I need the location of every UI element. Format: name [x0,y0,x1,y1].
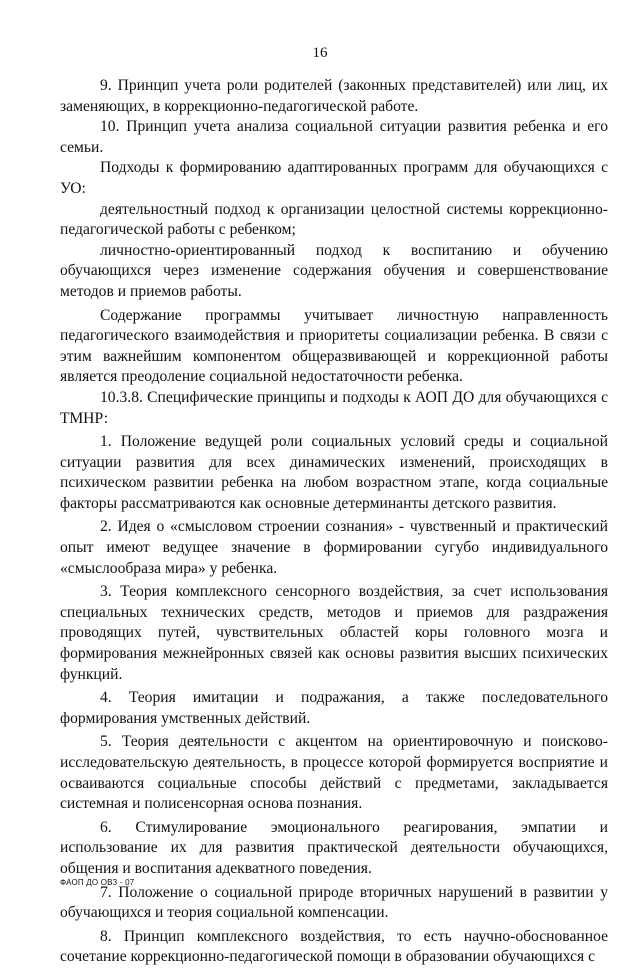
page-number: 16 [312,45,328,61]
page-footer: ФАОП ДО ОВЗ - 07 [60,878,135,887]
paragraph-item-2: 2. Идея о «смысловом строении сознания» - чувственный и практический опыт имеют ведущее значение в формировании сугубо индивидуального «смыслообраза мира» у ребенка. [60,518,608,577]
paragraph-section-10-3-8: 10.3.8. Специфические принципы и подходы к АОП ДО для обучающихся с ТМНР: [60,388,608,427]
paragraph-item-1: 1. Положение ведущей роли социальных условий среды и социальной ситуации развития для всех динамических изменений, происходящих в психическом развитии ребенка на любом возрастном этапе, когда социальные факторы рассматриваются как основные детерминанты детского развития. [60,433,608,512]
paragraph-principle-10: 10. Принцип учета анализа социальной ситуации развития ребенка и его семьи. [60,118,608,156]
paragraph-item-3: 3. Теория комплексного сенсорного воздействия, за счет использования специальных технических средств, методов и приемов для раздражения проводящих путей, чувствительных областей коры головного мозга и формирования межнейронных связей как основы развития высших психических функций. [60,583,608,683]
paragraph-item-8: 8. Принцип комплексного воздействия, то есть научно-обоснованное сочетание коррекционно-педагогической помощи в образовании обучающихся с [60,927,608,966]
document-body [60,76,608,968]
paragraph-item-7: 7. Положение о социальной природе вторичных нарушений в развитии у обучающихся и теория социальной компенсации. [60,883,608,922]
paragraph-item-6: 6. Стимулирование эмоционального реагирования, эмпатии и использование их для развития практической деятельности обучающихся, общения и воспитания адекватного поведения. [60,818,608,877]
paragraph-activity-approach: деятельностный подход к организации целостной системы коррекционно-педагогической работы с ребенком; [60,200,608,239]
paragraph-item-5: 5. Теория деятельности с акцентом на ориентировочную и поисково-исследовательскую деятельность, в процессе которой формируется восприятие и осваиваются социальные способы действий с предметами, закладывается системная и полисенсорная основа познания. [60,733,608,813]
paragraph-program-content: Содержание программы учитывает личностную направленность педагогического взаимодействия и приоритеты социализации ребенка. В связи с этим важнейшим компонентом общеразвивающей и коррекционной работы является преодоление социальной недостаточности ребенка. [60,306,608,386]
paragraph-item-4: 4. Теория имитации и подражания, а также последовательного формирования умственных действий. [60,689,608,727]
paragraph-principle-9: 9. Принцип учета роли родителей (законных представителей) или лиц, их заменяющих, в коррекционно-педагогической работе. [60,77,608,115]
paragraph-approaches-intro: Подходы к формированию адаптированных программ для обучающихся с УО: [60,159,608,197]
paragraph-personal-approach: личностно-ориентированный подход к воспитанию и обучению обучающихся через изменение содержания обучения и совершенствование методов и приемов работы. [60,241,608,300]
